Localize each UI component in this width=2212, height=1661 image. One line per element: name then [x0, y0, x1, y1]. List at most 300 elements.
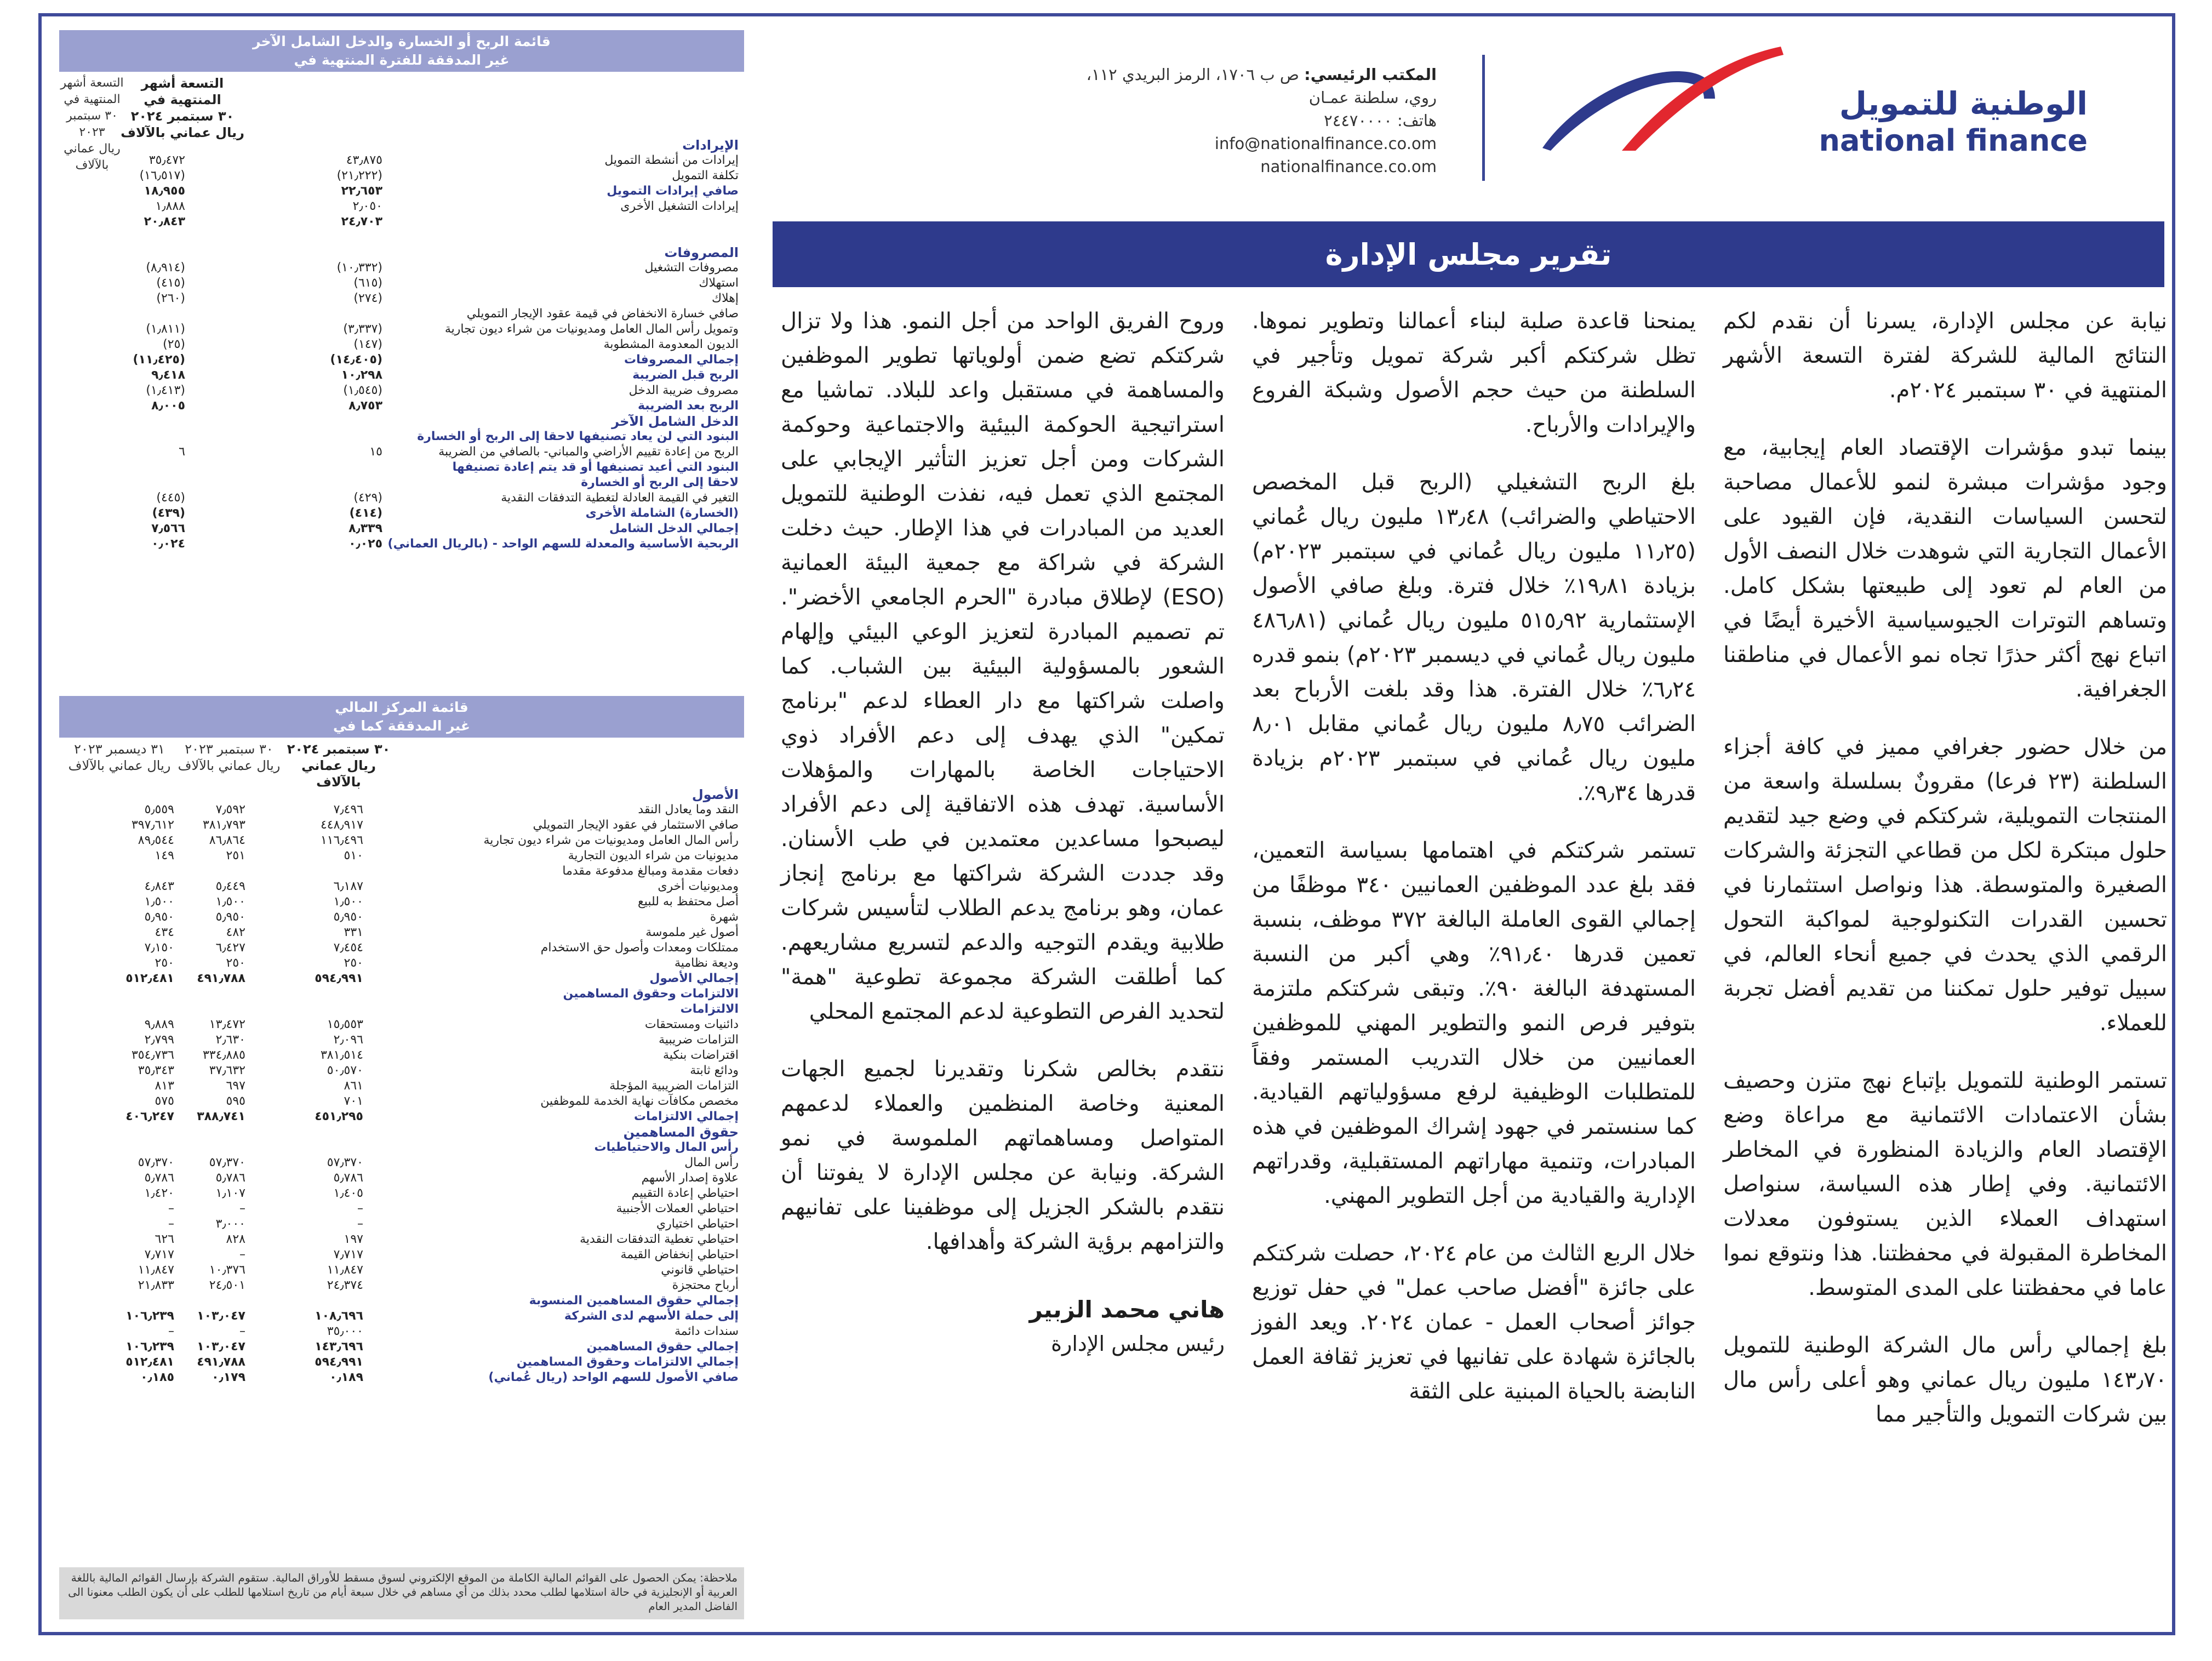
- paragraph: تستمر شركتكم في اهتمامها بسياسة التعمين، فقد بلغ عدد الموظفين العمانيين ٣٤٠ موظفًا من إجمالي القوى العاملة البالغة ٣٧٢ موظف، بنسبة تعمين قدرها ٩١٫٤٠٪ وهي أكبر من النسبة المستهدفة البالغة ٩٠٪. وتبقى شركتكم ملتزمة بتوفير فرص النمو والتطوير المهني للموظفين العمانيين من خلال التدريب المستمر وفقاً للمتطلبات الوظيفية لرفع مسؤولياتهم القيادية. كما سنستمر في جهود إشراك الموظفين في هذه المبادرات، وتنمية مهاراتهم المستقبلية، وقدراتهم الإدارية والقيادية من أجل التطوير المهني.: [1252, 838, 1696, 1208]
- row-value: ٨٫٣٣٩: [348, 522, 382, 535]
- row-value: –: [239, 1325, 245, 1338]
- row-value: ١٫٨٨٨: [155, 199, 185, 213]
- row-value: ٠٫١٨٩: [329, 1371, 363, 1384]
- row-label: الأصول: [691, 787, 739, 802]
- row-value: (٦١٥): [353, 276, 382, 290]
- row-value: –: [239, 1248, 245, 1262]
- row-value: ٥٫٤٤٩: [215, 880, 245, 893]
- balance-header-dec-2023: ٣١ ديسمبر ٢٠٢٣ ريال عماني بالآلاف: [68, 741, 171, 773]
- balance-title: قائمة المركز المالي: [335, 699, 468, 715]
- signature-block: [781, 1292, 1225, 1361]
- statement-row: [59, 1293, 744, 1309]
- paragraph: بينما تبدو مؤشرات الإقتصاد العام إيجابية، مع وجود مؤشرات مبشرة لنمو للأعمال مصاحبة لتحسن السياسات النقدية، فإن القيود على الأعمال التجارية التي شوهدت خلال النصف الأول من العام لم تعود إلى طبيعتها بشكل كامل. وتساهم التوترات الجيوسياسية الأخيرة أيضًا في اتباع نهج أكثر حذرًا تجاه نمو الأعمال في مناطقنا الجغرافية.: [1723, 435, 2167, 702]
- row-value: (٤٢٩): [353, 491, 382, 505]
- paragraph: خلال الربع الثالث من عام ٢٠٢٤، حصلت شركتكم على جائزة "أفضل صاحب عمل" في حفل توزيع جوائز أصحاب العمل - عمان ٢٠٢٤. ويعد الفوز بالجائزة شهادة على تفانيها في تعزيز ثقافة العمل النابضة بالحياة المبنية على الثقة: [1252, 1241, 1696, 1404]
- row-value: ٠٫٠٢٤: [151, 537, 185, 551]
- row-label: وديعة نظامية: [674, 956, 739, 970]
- statement-row: [59, 787, 744, 802]
- report-title-banner: تقرير مجلس الإدارة: [773, 221, 2164, 287]
- row-value: ٥٫٥٥٩: [144, 803, 174, 817]
- paragraph: نتقدم بخالص شكرنا وتقديرنا لجميع الجهات المعنية وخاصة المنظمين والعملاء لدعمهم المتواصل ومساهماتهم الملموسة في نمو الشركة. ونيابة عن مجلس الإدارة لا يفوتنا أن نتقدم بالشكر الجزيل إلى موظفينا على تفانيهم والتزامهم برؤية الشركة وأهدافها.: [781, 1057, 1225, 1254]
- row-value: ٥٩٤٫٩٩١: [315, 972, 363, 985]
- balance-rows: [59, 787, 744, 1385]
- statement-row: [59, 460, 744, 475]
- logo-arabic: الوطنية للتمويل: [1839, 85, 2088, 122]
- row-label: الربح بعد الضريبة: [637, 399, 739, 413]
- row-label: رأس المال: [684, 1156, 739, 1169]
- row-value: ٥١٢٫٤٨١: [125, 972, 174, 985]
- row-value: (١٫٥٤٥): [343, 384, 382, 397]
- row-value: ٤٤٨٫٩١٧: [320, 818, 363, 832]
- statement-row: [59, 322, 744, 337]
- statement-row: [59, 1171, 744, 1186]
- row-value: ٤٠٦٫٢٤٧: [125, 1110, 174, 1123]
- statement-row: [59, 138, 744, 153]
- row-label: مصروفات التشغيل: [644, 261, 739, 275]
- row-label: احتياطي اختياري: [656, 1217, 739, 1231]
- statement-row: [59, 536, 744, 552]
- row-value: ٢٤٫٣٧٤: [327, 1278, 363, 1292]
- office-email[interactable]: info@nationalfinance.co.om: [1214, 134, 1437, 153]
- row-label: إجمالي الأصول: [649, 972, 739, 985]
- statement-row: [59, 1263, 744, 1278]
- row-value: ١٫٥٠٠: [144, 895, 174, 909]
- row-value: (١١٫٤٢٥): [133, 353, 185, 367]
- paragraph: بلغ إجمالي رأس مال الشركة الوطنية للتمويل ١٤٣٫٧٠ مليون ريال عماني وهو أعلى رأس مال بين شركات التمويل والتأجير مما: [1723, 1333, 2167, 1427]
- row-value: ١٠٫٣٧٦: [209, 1263, 245, 1277]
- row-value: ٣٣١: [344, 926, 363, 939]
- row-value: ٤٥١٫٢٩٥: [315, 1110, 363, 1123]
- row-value: ٥١٢٫٤٨١: [125, 1355, 174, 1369]
- statement-row: [59, 894, 744, 910]
- balance-header-sep-2024: ٣٠ سبتمبر ٢٠٢٤ ريال عماني بالآلاف: [287, 741, 391, 790]
- row-value: ٤٨٢: [226, 926, 245, 939]
- row-value: (٤١٤): [349, 506, 382, 520]
- footnote: ملاحظة: يمكن الحصول على القوائم المالية الكاملة من الموقع الإلكتروني لسوق مسقط للأوراق المالية. ستقوم الشركة بإرسال القوائم المالية باللغة العربية أو الإنجليزية في حالة استلامها لطلب محدد بذلك من أي مساهم في خلال سبعة أيام من تاريخ استلامها للطلب على أن يكون الطلب معنونا الى الفاضل المدير العام: [59, 1567, 744, 1619]
- chairman-name: هاني محمد الزبير: [1029, 1296, 1225, 1323]
- income-statement: [59, 30, 744, 552]
- row-value: (٤٣٩): [152, 506, 185, 520]
- row-value: ٧٫١٥٠: [144, 941, 174, 955]
- row-value: (١٤٫٤٠٥): [330, 353, 382, 367]
- row-label: أصول غير ملموسة: [645, 926, 739, 939]
- row-value: (١٤٧): [353, 338, 382, 351]
- statement-row: [59, 260, 744, 276]
- row-value: ٣٥٫٤٧٢: [148, 153, 185, 167]
- statement-row: [59, 245, 744, 260]
- row-label: البنود التي أعيد تصنيفها أو قد يتم إعادة تصنيفها: [452, 460, 739, 474]
- office-line2: روي، سلطنة عمـان: [1308, 88, 1437, 107]
- row-value: ٥٫٩٥٠: [144, 910, 174, 924]
- row-value: ٧٫٤٥٤: [333, 941, 363, 955]
- row-label: إلى حملة الأسهم لدى الشركة: [564, 1309, 739, 1323]
- row-value: ٤٫٨٤٣: [144, 880, 174, 893]
- row-value: ٤٩١٫٧٨٨: [197, 1355, 245, 1369]
- row-value: (١٠٫٣٣٢): [336, 261, 382, 275]
- row-label: إيرادات التشغيل الأخرى: [620, 199, 739, 213]
- row-value: ١٣٫٤٧٢: [209, 1018, 245, 1031]
- statement-row: [59, 429, 744, 444]
- statement-row: [59, 802, 744, 818]
- statement-row: [59, 910, 744, 925]
- row-value: ٨٦٫٨٦٤: [209, 834, 245, 847]
- row-value: ١٫٤٠٥: [333, 1186, 363, 1200]
- statement-row: [59, 925, 744, 940]
- row-label: البنود التي لن يعاد تصنيفها لاحقا إلى الربح أو الخسارة: [417, 430, 739, 443]
- article-column-1: [1723, 304, 2167, 1619]
- statement-row: [59, 1155, 744, 1171]
- row-label: احتياطي إعادة التقييم: [631, 1186, 739, 1200]
- row-value: ٨٢٨: [226, 1232, 245, 1246]
- row-value: (٢٦٠): [156, 292, 185, 305]
- row-value: ٥٧٫٣٧٠: [209, 1156, 245, 1169]
- row-label: دفعات مقدمة ومبالغ مدفوعة مقدما: [562, 864, 739, 878]
- row-value: –: [357, 1217, 363, 1231]
- office-line1: ص ب ١٧٠٦، الرمز البريدي ١١٢،: [1086, 65, 1299, 84]
- statement-row: [59, 1017, 744, 1032]
- statement-row: [59, 184, 744, 199]
- row-value: ١٫٥٠٠: [215, 895, 245, 909]
- row-value: ٣٥٫٠٠٠: [327, 1325, 363, 1338]
- row-label: إجمالي حقوق المساهمين المنسوبة: [529, 1294, 739, 1308]
- statement-row: [59, 1201, 744, 1217]
- row-value: ٢٥٠: [155, 956, 174, 970]
- row-value: (٢٥): [163, 338, 185, 351]
- row-value: ٨٫٧٥٣: [348, 399, 382, 413]
- statement-row: [59, 1278, 744, 1293]
- paragraph: بلغ الربح التشغيلي (الربح قبل المخصص الاحتياطي والضرائب) ١٣٫٤٨ مليون ريال عُماني (١١٫٢٥ مليون ريال عُماني في سبتمبر ٢٠٢٣م) بزيادة ١٩٫٨١٪ خلال فترة. وبلغ صافي الأصول الإستثمارية ٥١٥٫٩٢ مليون ريال عُماني (٤٨٦٫٨١ مليون ريال عُماني في ديسمبر ٢٠٢٣م) بنمو قدره ٦٫٢٤٪ خلال الفترة. هذا وقد بلغت الأرباح بعد الضرائب ٨٫٧٥ مليون ريال عُماني مقابل ٨٫٠١ مليون ريال عُماني في سبتمبر ٢٠٢٣م بزيادة قدرها ٩٫٣٤٪.: [1252, 470, 1696, 806]
- statement-row: [59, 368, 744, 383]
- row-label: تكلفة التمويل: [672, 169, 739, 182]
- balance-subtitle: غير المدققة كما في: [333, 718, 470, 734]
- row-value: ٧٫٧١٧: [144, 1248, 174, 1262]
- row-label: التزامات ضريبية: [659, 1033, 739, 1047]
- row-value: ٨١٣: [155, 1079, 174, 1093]
- row-value: ١٫٤٢٠: [144, 1186, 174, 1200]
- row-value: ٥٧٫٣٧٠: [327, 1156, 363, 1169]
- statement-row: [59, 276, 744, 291]
- row-value: ١٨٫٩٥٥: [144, 184, 185, 198]
- row-value: ٥٫٧٨٦: [144, 1171, 174, 1185]
- row-label: الإيرادات: [682, 138, 739, 153]
- row-value: ٣٩٧٫٦١٢: [131, 818, 174, 832]
- statement-row: [59, 230, 744, 245]
- statement-row: [59, 1109, 744, 1125]
- row-value: ١١٦٫٤٩٦: [320, 834, 363, 847]
- statement-row: [59, 1232, 744, 1247]
- row-value: ٧٠١: [344, 1094, 363, 1108]
- row-label: الالتزامات: [680, 1002, 739, 1016]
- row-value: (٢٧٤): [353, 292, 382, 305]
- row-label: احتياطي العملات الأجنبية: [616, 1202, 739, 1215]
- row-value: ٥١٠: [344, 849, 363, 863]
- row-value: –: [357, 1202, 363, 1215]
- statement-row: [59, 833, 744, 848]
- row-value: ٦٫٤٢٧: [215, 941, 245, 955]
- statement-row: [59, 291, 744, 306]
- row-label: صافي خسارة الانخفاض في قيمة عقود الإيجار التمويلي: [466, 307, 739, 321]
- row-value: ١٠٦٫٢٣٩: [125, 1340, 174, 1354]
- row-value: ١١٫٨٤٧: [327, 1263, 363, 1277]
- paragraph: تستمر الوطنية للتمويل بإتباع نهج متزن وحصيف بشأن الاعتمادات الائتمانية مع مراعاة وضع الإقتصاد العام والزيادة المنظورة في المخاطر الائتمانية. وفي إطار هذه السياسة، سنواصل استهداف العملاء الذين يستوفون معدلات المخاطرة المقبولة في محفظتنا. هذا ونتوقع نموا عاما في محفظتنا على المدى المتوسط.: [1723, 1068, 2167, 1300]
- balance-header-sep-2023: ٣٠ سبتمبر ٢٠٢٣ ريال عماني بالآلاف: [178, 741, 281, 773]
- balance-column-headers: [59, 738, 744, 790]
- statement-row: [59, 971, 744, 986]
- row-value: ٦٩٧: [226, 1079, 245, 1093]
- row-value: ٢٠٫٨٤٣: [144, 215, 185, 229]
- statement-row: [59, 475, 744, 490]
- row-label: أصل محتفظ به للبيع: [638, 895, 739, 909]
- row-label: أرباح محتجزة: [672, 1278, 739, 1292]
- income-subtitle: غير المدققة للفترة المنتهية في: [294, 52, 510, 68]
- row-value: ٣٨١٫٥١٤: [320, 1048, 363, 1062]
- row-label: ممتلكات ومعدات وأصول حق الاستخدام: [540, 941, 739, 955]
- income-header-current: التسعة أشهر المنتهية في ٣٠ سبتمبر ٢٠٢٤ ريال عماني بالآلاف: [121, 76, 244, 140]
- statement-row: [59, 337, 744, 352]
- row-value: ٥٫٩٥٠: [215, 910, 245, 924]
- income-title: قائمة الربح أو الخسارة والدخل الشامل الآخر: [253, 33, 551, 49]
- statement-row: [59, 1186, 744, 1201]
- row-value: ١٫١٠٧: [215, 1186, 245, 1200]
- row-label: احتياطي تغطية التدفقات النقدية: [580, 1232, 739, 1246]
- row-value: (٨٫٩١٤): [146, 261, 185, 275]
- row-value: ٢٫٦٣٠: [215, 1033, 245, 1047]
- row-label: وتمويل رأس المال العامل ومديونيات من شراء ديون تجارية: [444, 322, 739, 336]
- row-value: ٢٫٠٩٦: [333, 1033, 363, 1047]
- row-value: ٢٥٠: [344, 956, 363, 970]
- statement-row: [59, 818, 744, 833]
- row-value: ٢١٫٨٣٣: [138, 1278, 174, 1292]
- row-value: –: [168, 1217, 174, 1231]
- row-value: ٢٥٠: [226, 956, 245, 970]
- statement-row: [59, 521, 744, 536]
- statement-row: [59, 490, 744, 506]
- row-label: إيرادات من أنشطة التمويل: [604, 153, 739, 167]
- row-label: استهلاك: [699, 276, 739, 290]
- row-label: الربحية الأساسية والمعدلة للسهم الواحد - (بالريال العماني): [387, 537, 739, 551]
- row-value: (١٦٫٥١٧): [139, 169, 185, 182]
- statement-row: [59, 1048, 744, 1063]
- row-value: ٤٣٫٨٧٥: [346, 153, 382, 167]
- row-value: ١٠٣٫٠٤٧: [197, 1309, 245, 1323]
- row-label: صافي الأصول للسهم الواحد (ريال عُماني): [488, 1371, 739, 1384]
- income-header-previous: التسعة أشهر المنتهية في ٣٠ سبتمبر ٢٠٢٣ ريال عماني بالآلاف: [60, 76, 124, 172]
- paragraph: يمنحنا قاعدة صلبة لبناء أعمالنا وتطوير نموها. تظل شركتكم أكبر شركة تمويل وتأجير في السلطنة من حيث حجم الأصول وشبكة الفروع والإيرادات والأرباح.: [1252, 309, 1696, 437]
- row-label: حقوق المساهمين: [623, 1125, 739, 1140]
- row-label: المصروفات: [664, 245, 739, 260]
- row-label: الربح قبل الضريبة: [632, 368, 739, 382]
- row-label: إجمالي الدخل الشامل: [609, 522, 739, 535]
- row-label: شهرة: [710, 910, 739, 924]
- row-value: ٩٫٤١٨: [151, 368, 185, 382]
- row-value: ٤٩١٫٧٨٨: [197, 972, 245, 985]
- paragraph: نيابة عن مجلس الإدارة، يسرنا أن نقدم لكم النتائج المالية للشركة لفترة التسعة الأشهر المنتهية في ٣٠ سبتمبر ٢٠٢٤م.: [1723, 309, 2167, 403]
- statement-row: [59, 1032, 744, 1048]
- paragraph: من خلال حضور جغرافي مميز في كافة أجزاء السلطنة (٢٣ فرعا) مقرونٌ بسلسلة واسعة من المنتجات التمويلية، شركتكم في وضع جيد لتقديم حلول مبتكرة لكل من قطاعي التجزئة والشركات الصغيرة والمتوسطة. هذا ونواصل استثمارنا في تحسين القدرات التكنولوجية لمواكبة التحول الرقمي الذي يحدث في جميع أنحاء العالم، في سبيل توفير حلول تمكننا من تقديم أفضل تجربة للعملاء.: [1723, 734, 2168, 1036]
- row-value: ٣٥٫٣٤٣: [138, 1064, 174, 1077]
- statement-row: [59, 352, 744, 368]
- statement-row: [59, 1370, 744, 1385]
- statement-row: [59, 1125, 744, 1140]
- row-value: ١٤٣٫٦٩٦: [315, 1340, 363, 1354]
- logo: [1540, 47, 2088, 173]
- row-label: علاوة إصدار الأسهم: [641, 1171, 739, 1185]
- row-value: ٧٫٥٦٦: [151, 522, 185, 535]
- row-label: إجمالي الالتزامات: [634, 1110, 739, 1123]
- row-value: ١٠٨٫٦٩٦: [315, 1309, 363, 1323]
- statement-row: [59, 199, 744, 214]
- paragraph: وروح الفريق الواحد من أجل النمو. هذا ولا تزال شركتكم تضع ضمن أولوياتها تطوير الموظفين والمساهمة في مستقبل واعد للبلاد. تماشيا مع استراتيجية الحوكمة البيئية والاجتماعية وحوكمة الشركات ومن أجل تعزيز التأثير الإيجابي على المجتمع الذي تعمل فيه، نفذت الوطنية للتمويل العديد من المبادرات في هذا الإطار. حيث دخلت الشركة في شراكة مع جمعية البيئة العمانية (ESO) لإطلاق مبادرة "الحرم الجامعي الأخضر". تم تصميم المبادرة لتعزيز الوعي البيئي وإلهام الشعور بالمسؤولية البيئية بين الشباب. كما واصلت شراكتها مع دار العطاء لدعم "برنامج تمكين" الذي يهدف إلى دعم الأفراد ذوي الاحتياجات الخاصة بالمهارات والمؤهلات الأساسية. تهدف هذه الاتفاقية إلى دعم الأفراد ليصبحوا مساعدين معتمدين في طب الأسنان. وقد جددت الشركة شراكتها مع برنامج إنجاز عمان، وهو برنامج يدعم الطلاب لتأسيس شركات طلابية ويقدم التوجيه والدعم لتسريع مشاريعهم. كما أطلقت الشركة مجموعة تطوعية "همة" لتحديد الفرص التطوعية لدعم المجتمع المحلي: [781, 309, 1225, 1024]
- row-label: إجمالي الالتزامات وحقوق المساهمين: [516, 1355, 739, 1369]
- row-value: ٧٫٧١٧: [333, 1248, 363, 1262]
- statement-row: [59, 1217, 744, 1232]
- row-label: (الخسارة) الشاملة الأخرى: [585, 506, 739, 520]
- row-value: ٢٥١: [226, 849, 245, 863]
- statement-row: [59, 986, 744, 1002]
- row-label: مصروف ضريبة الدخل: [628, 384, 739, 397]
- statement-row: [59, 153, 744, 168]
- statement-row: [59, 956, 744, 971]
- row-label: رأس المال والاحتياطيات: [594, 1140, 739, 1154]
- row-value: ٨٦١: [344, 1079, 363, 1093]
- row-value: (٤٤٥): [156, 491, 185, 505]
- row-value: ٧٫٥٩٢: [215, 803, 245, 817]
- row-value: ٣٧٫٦٣٢: [209, 1064, 245, 1077]
- balance-sheet: [59, 696, 744, 1385]
- row-label: رأس المال العامل ومديونيات من شراء ديون تجارية: [483, 834, 739, 847]
- row-value: ١٠٣٫٠٤٧: [197, 1340, 245, 1354]
- statement-row: [59, 414, 744, 429]
- statement-row: [59, 864, 744, 879]
- row-value: (٣٫٣٣٧): [343, 322, 382, 336]
- row-label: احتياطي إنخفاض القيمة: [620, 1248, 739, 1262]
- statement-row: [59, 306, 744, 322]
- row-label: صافي إيرادات التمويل: [607, 184, 739, 198]
- row-label: ومديونيات أخرى: [658, 880, 739, 893]
- office-label: المكتب الرئيسي:: [1304, 65, 1437, 84]
- row-value: ١٠٫٢٩٨: [341, 368, 382, 382]
- row-label: مديونيات من شراء الديون التجارية: [568, 849, 739, 863]
- logo-english: national finance: [1819, 123, 2088, 158]
- row-value: ٥٩٤٫٩٩١: [315, 1355, 363, 1369]
- row-value: ٠٫١٨٥: [140, 1371, 174, 1384]
- row-label: النقد وما يعادل النقد: [638, 803, 739, 817]
- row-value: –: [168, 1325, 174, 1338]
- row-value: ٧٫٤٩٦: [333, 803, 363, 817]
- statement-row: [59, 1140, 744, 1155]
- statement-row: [59, 879, 744, 894]
- balance-sheet-header: [59, 696, 744, 738]
- statement-row: [59, 1355, 744, 1370]
- row-label: الربح من إعادة تقييم الأراضي والمباني- بالصافي من الضريبة: [438, 445, 739, 459]
- statement-row: [59, 398, 744, 414]
- row-value: ٥٧٫٣٧٠: [138, 1156, 174, 1169]
- row-label: اقتراضات بنكية: [663, 1048, 739, 1062]
- row-value: ٢٤٫٥٠١: [209, 1278, 245, 1292]
- statement-row: [59, 1094, 744, 1109]
- statement-row: [59, 1339, 744, 1355]
- row-value: (١٫٤١٣): [146, 384, 185, 397]
- row-value: ٥٫٧٨٦: [333, 1171, 363, 1185]
- office-address: [1053, 63, 1437, 178]
- row-value: ١٠٦٫٢٣٩: [125, 1309, 174, 1323]
- statement-row: [59, 506, 744, 521]
- statement-row: [59, 940, 744, 956]
- office-website[interactable]: nationalfinance.co.om: [1260, 157, 1437, 176]
- header-divider: [1482, 55, 1485, 181]
- row-label: مخصص مكافآت نهاية الخدمة للموظفين: [540, 1094, 739, 1108]
- row-value: ٢٫٧٩٩: [144, 1033, 174, 1047]
- row-label: التغير في القيمة العادلة لتغطية التدفقات النقدية: [501, 491, 739, 505]
- row-value: ٢٫٠٥٠: [352, 199, 382, 213]
- row-label: لاحقا إلى الربح أو الخسارة: [581, 476, 739, 489]
- row-value: ٠٫٠٢٥: [348, 537, 382, 551]
- income-statement-header: [59, 30, 744, 72]
- row-label: إجمالي المصروفات: [624, 353, 739, 367]
- article-column-3: [781, 304, 1225, 1619]
- row-value: ٥٠٫٥٧٠: [327, 1064, 363, 1077]
- row-value: ٦٫١٨٧: [333, 880, 363, 893]
- row-value: –: [239, 1202, 245, 1215]
- row-value: ٢٤٫٧٠٣: [341, 215, 382, 229]
- row-value: ٥٫٧٨٦: [215, 1171, 245, 1185]
- statement-row: [59, 1309, 744, 1324]
- row-value: (٢١٫٢٢٢): [336, 169, 382, 182]
- row-label: ودائع ثابتة: [690, 1064, 739, 1077]
- row-label: التزامات الضريبية المؤجلة: [609, 1079, 739, 1093]
- row-value: ٠٫١٧٩: [212, 1371, 245, 1384]
- row-value: ٤٣٤: [155, 926, 174, 939]
- row-value: ٣٣٤٫٨٨٥: [202, 1048, 245, 1062]
- row-label: الدخل الشامل الآخر: [611, 414, 739, 429]
- statement-row: [59, 168, 744, 184]
- statement-row: [59, 383, 744, 398]
- row-value: –: [168, 1202, 174, 1215]
- row-value: ٢٢٫٦٥٣: [341, 184, 382, 198]
- row-value: (١٫٨١١): [146, 322, 185, 336]
- row-value: ٦٢٦: [155, 1232, 174, 1246]
- chairman-title: رئيس مجلس الإدارة: [1051, 1332, 1225, 1356]
- row-value: ٣٫٠٠٠: [215, 1217, 245, 1231]
- row-value: ٥٫٩٥٠: [333, 910, 363, 924]
- row-value: ١٤٩: [155, 849, 174, 863]
- row-label: سندات دائمة: [675, 1325, 739, 1338]
- row-label: دائنيات ومستحقات: [644, 1018, 739, 1031]
- row-value: ١١٫٨٤٧: [138, 1263, 174, 1277]
- row-value: ٣٥٤٫٧٣٦: [131, 1048, 174, 1062]
- statement-row: [59, 1078, 744, 1094]
- row-value: ٨٩٫٥٤٤: [138, 834, 174, 847]
- row-value: ٥٧٥: [155, 1094, 174, 1108]
- row-label: الديون المعدومة المشطوبة: [603, 338, 739, 351]
- row-value: ٣٨٨٫٧٤١: [197, 1110, 245, 1123]
- row-label: صافي الاستثمار في عقود الإيجار التمويلي: [533, 818, 739, 832]
- row-value: ٩٫٨٨٩: [144, 1018, 174, 1031]
- row-label: الالتزامات وحقوق المساهمين: [563, 987, 739, 1001]
- row-label: احتياطي قانوني: [661, 1263, 739, 1277]
- row-label: إهلاك: [712, 292, 739, 305]
- office-phone: هاتف: ٢٤٤٧٠٠٠٠: [1324, 111, 1437, 130]
- row-value: ١٩٧: [344, 1232, 363, 1246]
- statement-row: [59, 1247, 744, 1263]
- article-body: [770, 304, 2167, 1619]
- article-column-2: [1252, 304, 1696, 1619]
- row-value: ٨٫٠٠٥: [151, 399, 185, 413]
- row-value: ١٥٫٥٥٣: [327, 1018, 363, 1031]
- row-value: ١٫٥٠٠: [333, 895, 363, 909]
- income-rows: [59, 138, 744, 552]
- row-value: (٤١٥): [156, 276, 185, 290]
